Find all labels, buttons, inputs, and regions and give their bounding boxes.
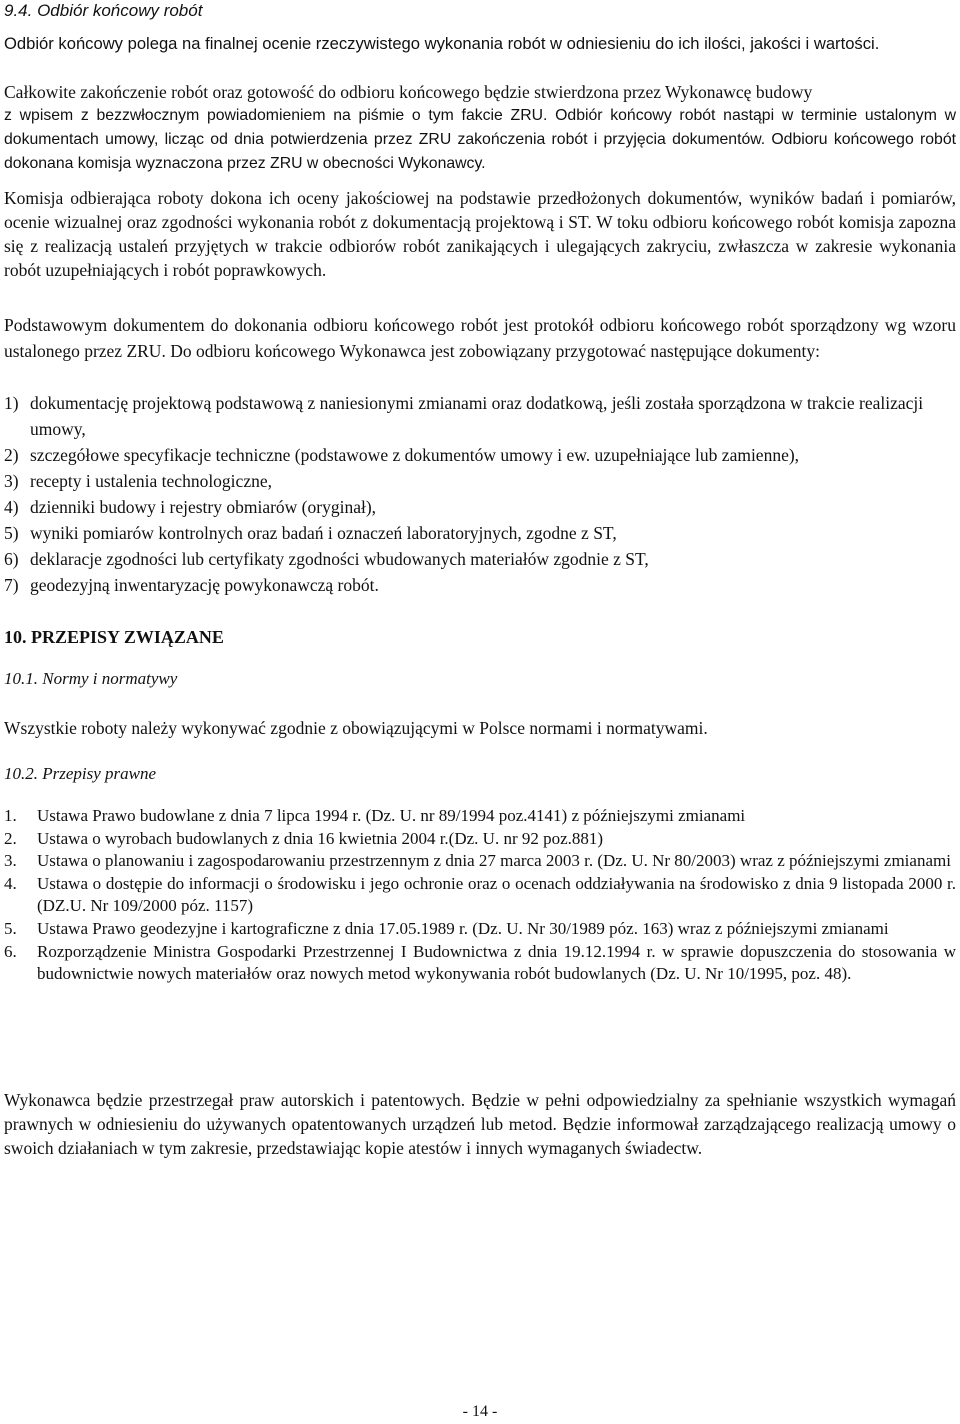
page-number: - 14 -: [462, 1403, 498, 1420]
list-item-text: recepty i ustalenia technologiczne,: [30, 471, 272, 491]
list-item: [4, 494, 956, 520]
list-item: [4, 918, 956, 941]
list-item-text: Rozporządzenie Ministra Gospodarki Przestrzennej I Budownictwa z dnia 19.12.1994 r. w sprawie dopuszczenia do stosowania w budownictwie nowych materiałów oraz nowych metod wykonywania robót budowlanych (Dz. U. Nr 10/1995, poz. 48).: [37, 941, 956, 984]
legal-regulations-list: [4, 805, 956, 986]
list-item-number: 4): [4, 497, 19, 517]
list-item: [4, 390, 956, 442]
list-item-number: 3.: [4, 851, 17, 871]
list-item-number: 6): [4, 549, 19, 569]
list-item: [4, 805, 956, 828]
paragraph-patents: Wykonawca będzie przestrzegał praw autorskich i patentowych. Będzie w pełni odpowiedzialny za spełnianie wszystkich wymagań prawnych w odniesieniu do używanych opatentowanych urządzeń lub metod. Będzie informował zarządzającego realizacją umowy o swoich działaniach w tym zakresie, przedstawiając kopie atestów i innych wymaganych świadectw.: [4, 1090, 956, 1158]
list-item: [4, 828, 956, 851]
paragraph-acceptance-protocol: Podstawowym dokumentem do dokonania odbioru końcowego robót jest protokół odbioru końcowego robót sporządzony wg wzoru ustalonego przez ZRU. Do odbioru końcowego Wykonawca jest zobowiązany przygotować następujące dokumenty:: [4, 315, 956, 361]
list-item-text: dokumentację projektową podstawową z naniesionymi zmianami oraz dodatkową, jeśli została sporządzona w trakcie realizacji umowy,: [30, 393, 924, 439]
paragraph-completion-statement: Całkowite zakończenie robót oraz gotowość do odbioru końcowego będzie stwierdzona przez Wykonawcę budowy: [4, 82, 813, 102]
list-item-text: wyniki pomiarów kontrolnych oraz badań i oznaczeń laboratoryjnych, zgodne z ST,: [30, 523, 617, 543]
paragraph-commission-evaluation: Komisja odbierająca roboty dokona ich oceny jakościowej na podstawie przedłożonych dokumentów, wyników badań i pomiarów, ocenie wizualnej oraz zgodności wykonania robót z dokumentacją projektową i ST. W toku odbioru końcowego robót komisja zapozna się z realizacją ustaleń przyjętych w trakcie odbiorów robót zanikających i ulegających zakryciu, zwłaszcza w zakresie wykonania robót uzupełniających i robót poprawkowych.: [4, 188, 956, 280]
list-item-text: Ustawa o planowaniu i zagospodarowaniu przestrzennym z dnia 27 marca 2003 r. (Dz. U. Nr 80/2003) wraz z późniejszymi zmianami: [37, 851, 951, 871]
list-item-text: deklaracje zgodności lub certyfikaty zgodności wbudowanych materiałów zgodnie z ST,: [30, 549, 649, 569]
list-item-number: 1.: [4, 806, 17, 825]
list-item-number: 1): [4, 393, 19, 413]
list-item: [4, 850, 956, 873]
subsection-heading-10-1: 10.1. Normy i normatywy: [4, 669, 178, 688]
list-item-text: Ustawa Prawo budowlane z dnia 7 lipca 1994 r. (Dz. U. nr 89/1994 poz.4141) z późniejszymi zmianami: [37, 806, 746, 825]
list-item-number: 5): [4, 523, 19, 543]
list-item-number: 2.: [4, 828, 17, 848]
list-item-text: dzienniki budowy i rejestry obmiarów (oryginał),: [30, 497, 377, 517]
list-item: [4, 442, 956, 468]
paragraph-final-acceptance: Odbiór końcowy polega na finalnej ocenie rzeczywistego wykonania robót w odniesieniu do ich ilości, jakości i wartości.: [4, 34, 880, 53]
list-item-number: 6.: [4, 941, 17, 961]
list-item-number: 5.: [4, 918, 17, 938]
list-item-number: 2): [4, 445, 19, 465]
list-item: [4, 520, 956, 546]
list-item-text: szczegółowe specyfikacje techniczne (podstawowe z dokumentów umowy i ew. uzupełniające lub zamienne),: [30, 445, 800, 465]
list-item: [4, 572, 956, 598]
section-heading-9-4: 9.4. Odbiór końcowy robót: [4, 1, 203, 20]
section-heading-10: 10. PRZEPISY ZWIĄZANE: [4, 627, 224, 647]
required-documents-list: [4, 390, 956, 598]
list-item: [4, 546, 956, 572]
document-page: [4, 0, 956, 1424]
paragraph-standards: Wszystkie roboty należy wykonywać zgodnie z obowiązującymi w Polsce normami i normatywami.: [4, 718, 708, 738]
list-item-number: 3): [4, 471, 19, 491]
list-item-number: 4.: [4, 873, 17, 893]
paragraph-acceptance-terms: z wpisem z bezzwłocznym powiadomieniem na piśmie o tym fakcie ZRU. Odbiór końcowy robót nastąpi w terminie ustalonym w dokumentach umowy, licząc od dnia potwierdzenia przez ZRU zakończenia robót i przyjęcia dokumentów. Odbioru końcowego robót dokonana komisja wyznaczona przez ZRU w obecności Wykonawcy.: [4, 107, 956, 172]
list-item-text: Ustawa o wyrobach budowlanych z dnia 16 kwietnia 2004 r.(Dz. U. nr 92 poz.881): [37, 828, 604, 848]
list-item-text: geodezyjną inwentaryzację powykonawczą robót.: [30, 575, 379, 595]
list-item: [4, 941, 956, 986]
list-item-number: 7): [4, 575, 19, 595]
list-item: [4, 468, 956, 494]
list-item-text: Ustawa Prawo geodezyjne i kartograficzne z dnia 17.05.1989 r. (Dz. U. Nr 30/1989 póz. 163) wraz z późniejszymi zmianami: [37, 918, 889, 938]
subsection-heading-10-2: 10.2. Przepisy prawne: [4, 764, 157, 783]
list-item: [4, 873, 956, 918]
list-item-text: Ustawa o dostępie do informacji o środowisku i jego ochronie oraz o ocenach oddziaływania na środowisko z dnia 9 listopada 2000 r. (DZ.U. Nr 109/2000 póz. 1157): [37, 873, 956, 916]
